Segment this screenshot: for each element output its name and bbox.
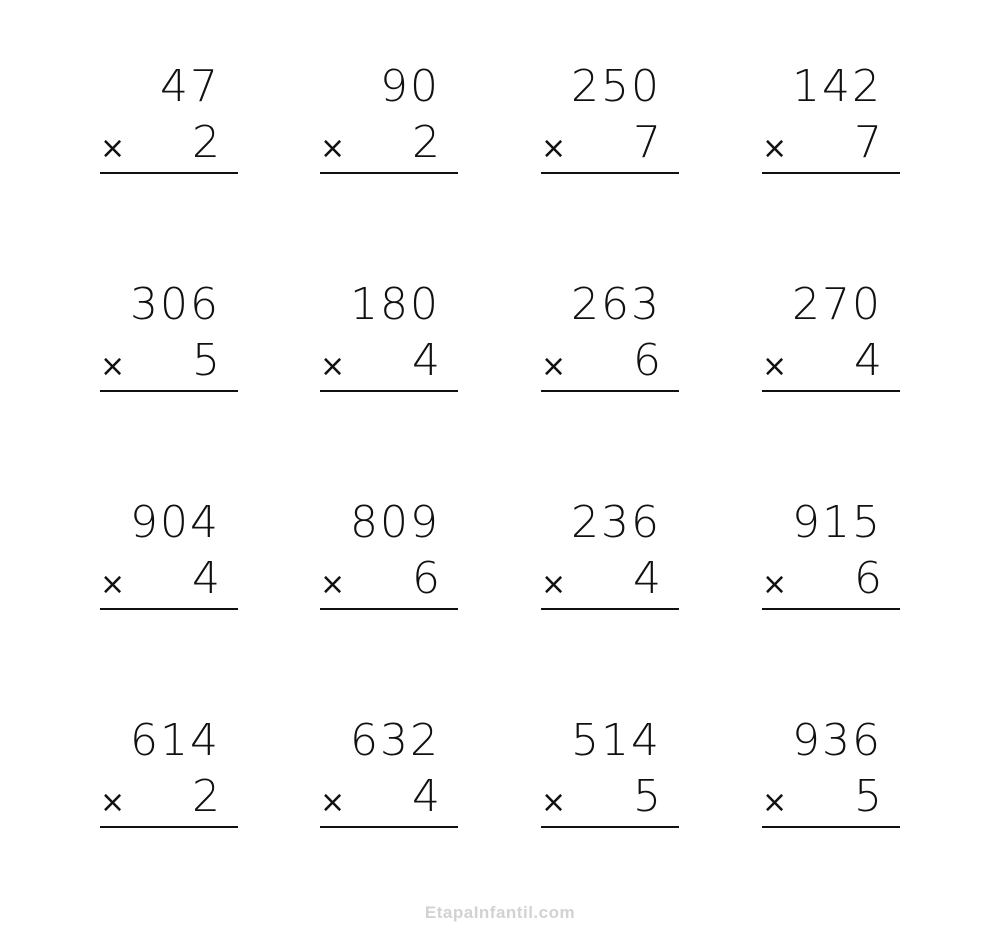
multiplicand: 904 — [130, 497, 220, 548]
multiplier: 4 — [854, 335, 882, 386]
multiply-sign: × — [541, 567, 567, 602]
multiplicand: 809 — [350, 497, 440, 548]
multiply-sign: × — [762, 349, 788, 384]
problem-8 — [762, 280, 900, 392]
multiplier: 6 — [854, 553, 882, 604]
multiplicand: 142 — [792, 61, 882, 112]
multiplicand: 936 — [792, 715, 882, 766]
multiplicand: 263 — [571, 279, 661, 330]
answer-line — [100, 826, 238, 828]
problem-10 — [320, 498, 458, 610]
multiply-sign: × — [541, 785, 567, 820]
problem-7 — [541, 280, 679, 392]
multiplicand: 632 — [350, 715, 440, 766]
problem-4 — [762, 62, 900, 174]
problem-15 — [541, 716, 679, 828]
answer-line — [762, 172, 900, 174]
multiplier: 5 — [633, 771, 661, 822]
multiply-sign: × — [320, 349, 346, 384]
multiplicand: 306 — [130, 279, 220, 330]
multiplicand: 236 — [571, 497, 661, 548]
multiplicand: 47 — [160, 61, 220, 112]
multiplier: 5 — [192, 335, 220, 386]
multiplicand: 514 — [571, 715, 661, 766]
problem-1 — [100, 62, 238, 174]
multiplier: 7 — [633, 117, 661, 168]
answer-line — [762, 390, 900, 392]
problem-16 — [762, 716, 900, 828]
multiplier: 7 — [854, 117, 882, 168]
answer-line — [762, 608, 900, 610]
problem-5 — [100, 280, 238, 392]
answer-line — [100, 172, 238, 174]
multiply-sign: × — [762, 785, 788, 820]
multiplier: 4 — [412, 771, 440, 822]
problem-12 — [762, 498, 900, 610]
answer-line — [320, 390, 458, 392]
answer-line — [320, 172, 458, 174]
multiply-sign: × — [100, 131, 126, 166]
multiply-sign: × — [320, 131, 346, 166]
multiplier: 4 — [412, 335, 440, 386]
multiplier: 2 — [192, 771, 220, 822]
problem-13 — [100, 716, 238, 828]
multiplicand: 250 — [571, 61, 661, 112]
answer-line — [541, 826, 679, 828]
answer-line — [320, 826, 458, 828]
multiply-sign: × — [762, 567, 788, 602]
multiplier: 5 — [854, 771, 882, 822]
problem-9 — [100, 498, 238, 610]
multiply-sign: × — [541, 349, 567, 384]
problem-11 — [541, 498, 679, 610]
multiplier: 2 — [192, 117, 220, 168]
multiplicand: 270 — [792, 279, 882, 330]
answer-line — [100, 608, 238, 610]
answer-line — [541, 172, 679, 174]
answer-line — [100, 390, 238, 392]
multiplicand: 915 — [792, 497, 882, 548]
multiply-sign: × — [100, 349, 126, 384]
multiplicand: 180 — [350, 279, 440, 330]
answer-line — [762, 826, 900, 828]
problem-6 — [320, 280, 458, 392]
answer-line — [320, 608, 458, 610]
multiplicand: 90 — [380, 61, 440, 112]
answer-line — [541, 608, 679, 610]
multiply-sign: × — [100, 785, 126, 820]
problem-14 — [320, 716, 458, 828]
multiplier: 6 — [633, 335, 661, 386]
multiply-sign: × — [320, 785, 346, 820]
multiply-sign: × — [762, 131, 788, 166]
multiply-sign: × — [541, 131, 567, 166]
multiply-sign: × — [100, 567, 126, 602]
problem-2 — [320, 62, 458, 174]
answer-line — [541, 390, 679, 392]
problem-3 — [541, 62, 679, 174]
multiplier: 4 — [192, 553, 220, 604]
multiplier: 4 — [633, 553, 661, 604]
multiplier: 2 — [412, 117, 440, 168]
site-watermark: EtapaInfantil.com — [424, 903, 576, 922]
multiplier: 6 — [412, 553, 440, 604]
multiply-sign: × — [320, 567, 346, 602]
multiplicand: 614 — [130, 715, 220, 766]
